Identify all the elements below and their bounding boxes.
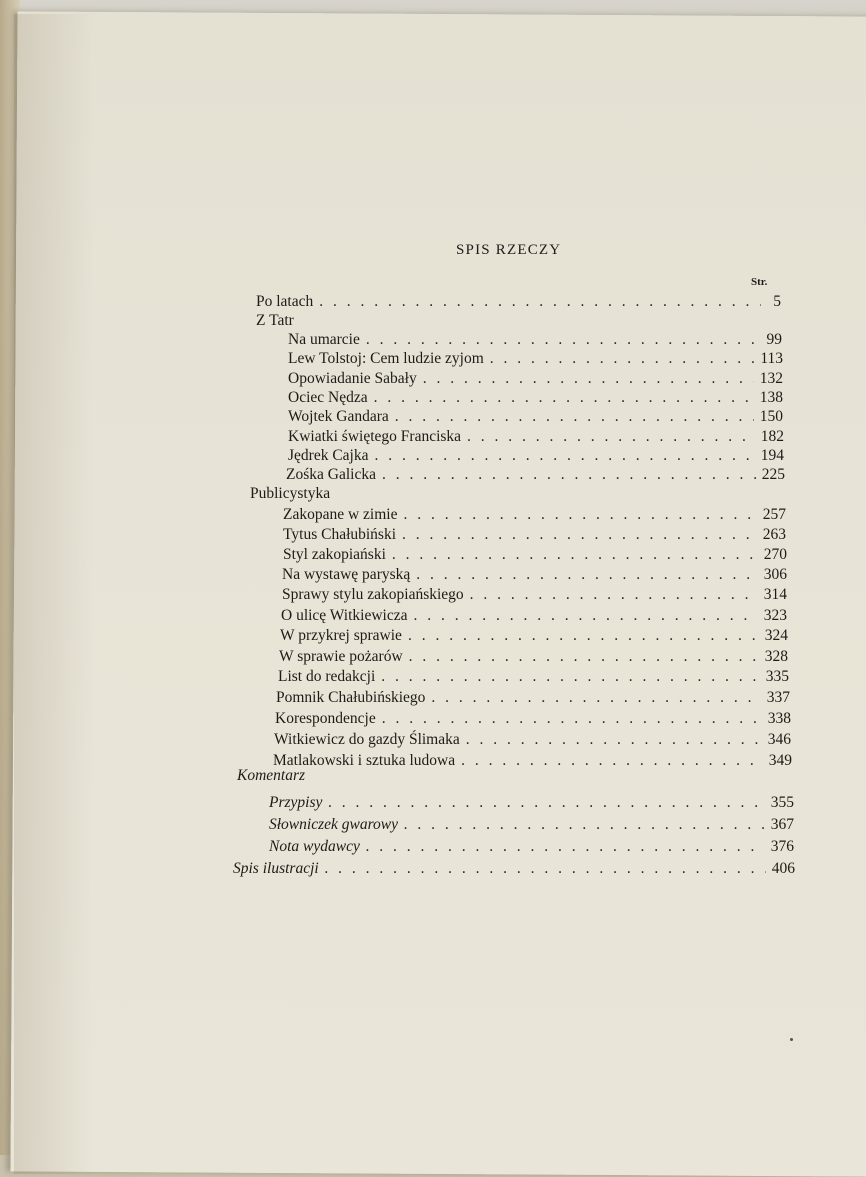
- toc-entry: [269, 816, 794, 836]
- toc-entry-label: Ociec Nędza: [288, 389, 368, 406]
- toc-entry: [286, 466, 785, 486]
- toc-entry: [269, 838, 794, 858]
- toc-entry: [288, 447, 784, 467]
- toc-entry-page: 5: [773, 293, 781, 310]
- toc-entry: [288, 331, 782, 351]
- toc-entry: [288, 389, 783, 409]
- toc-entry-page: 406: [771, 860, 795, 877]
- toc-entry-label: Słowniczek gwarowy: [269, 816, 399, 833]
- toc-section-heading: Publicystyka: [250, 485, 331, 502]
- toc-entry: [279, 648, 788, 668]
- toc-entry-label: Korespondencje: [275, 710, 376, 727]
- toc-entry: [269, 794, 794, 814]
- toc-entry-page: 150: [759, 408, 783, 425]
- toc-entry: [233, 860, 795, 880]
- toc-entry: [276, 689, 790, 709]
- dot-leader: [319, 293, 761, 311]
- toc-entry-label: Lew Tolstoj: Cem ludzie zyjom: [288, 350, 484, 367]
- toc-entry-label: Tytus Chałubiński: [283, 526, 397, 543]
- toc-entry-label: Zakopane w zimie: [283, 506, 398, 523]
- toc-entry: [288, 408, 783, 428]
- toc-entry-label: Witkiewicz do gazdy Ślimaka: [274, 731, 460, 748]
- dot-leader: [366, 838, 765, 856]
- dot-leader: [366, 331, 761, 349]
- toc-entry-page: 314: [763, 586, 787, 603]
- dot-leader: [404, 816, 765, 834]
- toc-entry-page: 113: [760, 350, 783, 367]
- dot-leader: [413, 607, 757, 625]
- toc-entry: [280, 627, 788, 647]
- toc-entry-page: 194: [760, 447, 784, 464]
- dot-leader: [467, 428, 755, 446]
- toc-entry-label: W sprawie pożarów: [279, 648, 403, 665]
- toc-entry-label: Przypisy: [269, 794, 323, 811]
- toc-entry: [283, 526, 786, 546]
- toc-entry-page: 138: [759, 389, 783, 406]
- toc-entry-label: Kwiatki świętego Franciska: [288, 428, 462, 445]
- toc-entry-page: 367: [770, 816, 794, 833]
- toc-entry: [283, 506, 786, 526]
- toc-entry-label: W przykrej sprawie: [280, 627, 402, 644]
- dot-leader: [423, 370, 754, 388]
- dot-leader: [374, 447, 754, 465]
- toc-entry-label: Spis ilustracji: [233, 860, 319, 877]
- toc-entry-page: 270: [763, 546, 787, 563]
- toc-entry-label: Na umarcie: [288, 331, 360, 348]
- toc-entry-label: Po latach: [256, 293, 314, 310]
- toc-entry-page: 132: [759, 370, 783, 387]
- dot-leader: [461, 752, 763, 770]
- dot-leader: [325, 860, 766, 878]
- dot-leader: [402, 526, 757, 544]
- page-column-label: Str.: [751, 276, 768, 288]
- dot-leader: [408, 627, 759, 645]
- toc-entry: [281, 607, 787, 627]
- toc-entry: [278, 668, 789, 688]
- toc-entry-label: Pomnik Chałubińskiego: [276, 689, 426, 706]
- dot-leader: [374, 389, 754, 407]
- dot-leader: [416, 566, 757, 584]
- toc-entry: [256, 293, 781, 313]
- toc-entry-page: 349: [768, 752, 792, 769]
- dot-leader: [466, 731, 762, 749]
- toc-entry-label: Zośka Galicka: [286, 466, 376, 483]
- toc-entry: [288, 428, 784, 448]
- toc-entry-label: Wojtek Gandara: [288, 408, 389, 425]
- toc-entry-label: O ulicę Witkiewicza: [281, 607, 408, 624]
- dot-leader: [470, 586, 758, 604]
- toc-entry-page: 337: [766, 689, 790, 706]
- dot-leader: [382, 710, 762, 728]
- dot-leader: [328, 794, 764, 812]
- dot-leader: [381, 668, 759, 686]
- toc-entry: [274, 731, 791, 751]
- toc-entry: [273, 752, 792, 772]
- toc-entry-page: 355: [770, 794, 794, 811]
- toc-section-heading: Komentarz: [237, 767, 306, 784]
- toc-entry: [288, 350, 783, 370]
- dot-leader: [382, 466, 756, 484]
- dot-leader: [403, 506, 756, 524]
- toc-entry-page: 257: [762, 506, 786, 523]
- toc-entry-page: 263: [762, 526, 786, 543]
- toc-entry-page: 99: [766, 331, 782, 348]
- paper-speck: [790, 1038, 793, 1041]
- toc-entry-page: 335: [765, 668, 789, 685]
- toc-entry-label: List do redakcji: [278, 668, 376, 685]
- toc-entry: [275, 710, 791, 730]
- toc-entry-label: Sprawy stylu zakopiańskiego: [282, 586, 464, 603]
- toc-section-heading: Z Tatr: [256, 312, 294, 329]
- toc-entry: [283, 546, 787, 566]
- toc-entry-page: 182: [760, 428, 784, 445]
- toc-entry-page: 225: [761, 466, 785, 483]
- dot-leader: [490, 350, 755, 368]
- toc-title: SPIS RZECZY: [456, 242, 562, 258]
- toc-entry-page: 328: [764, 648, 788, 665]
- toc-entry-page: 346: [767, 731, 791, 748]
- dot-leader: [409, 648, 759, 666]
- toc-entry-label: Jędrek Cajka: [288, 447, 369, 464]
- dot-leader: [392, 546, 758, 564]
- toc-entry: [288, 370, 783, 390]
- toc-entry-page: 323: [763, 607, 787, 624]
- toc-entry-label: Styl zakopiański: [283, 546, 386, 563]
- toc-entry-page: 338: [767, 710, 791, 727]
- toc-entry-page: 324: [764, 627, 788, 644]
- toc-entry-label: Matlakowski i sztuka ludowa: [273, 752, 456, 769]
- dot-leader: [395, 408, 754, 426]
- dot-leader: [431, 689, 760, 707]
- toc-entry: [282, 566, 787, 586]
- toc-entry-page: 306: [763, 566, 787, 583]
- toc-entry: [282, 586, 787, 606]
- toc-entry-label: Opowiadanie Sabały: [288, 370, 417, 387]
- toc-entry-page: 376: [770, 838, 794, 855]
- toc-entry-label: Nota wydawcy: [269, 838, 360, 855]
- toc-entry-label: Na wystawę paryską: [282, 566, 411, 583]
